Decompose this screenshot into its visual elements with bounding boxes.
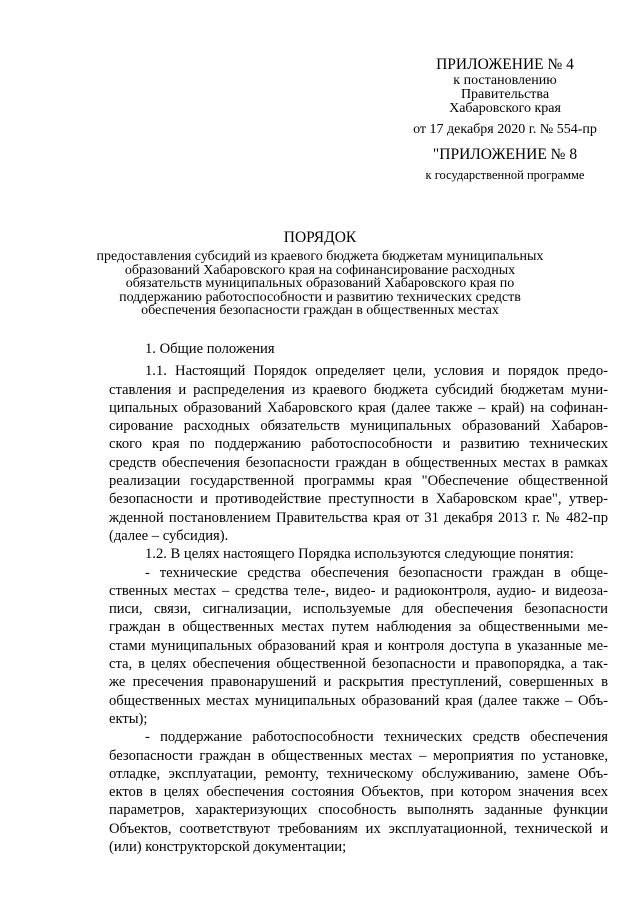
body-line: средств обеспечения безопасности граждан в общественных местах в рамках (109, 454, 608, 471)
body-line: - поддержание работоспособности технических средств обеспечения (145, 729, 608, 746)
subtitle-line: обязательств муниципальных образований Хабаровского края по (125, 276, 515, 292)
body-line: параметров, характеризующих способность выполнять заданные функции (109, 802, 608, 819)
appendix-line-2: Правительства (460, 87, 550, 102)
body-line: ственных местах – средства теле-, видео- и радиоконтроля, аудио- и видеоза- (109, 582, 608, 599)
appendix-date: от 17 декабря 2020 г. № 554-пр (413, 122, 597, 137)
body-line: писи, связи, сигнализации, используемые для обеспечения безопасности (109, 601, 608, 618)
body-line: ставления и распределения из краевого бюджета субсидий бюджетам муни- (109, 381, 608, 398)
body-line: стами муниципальных образований края и контроля доступа в указанные ме- (109, 637, 608, 654)
body-line: ципальных образований Хабаровского края (далее также – край) на софинан- (109, 399, 608, 416)
appendix-line-1: к постановлению (453, 73, 557, 88)
body-line: же пресечения правонарушений и раскрытия преступлений, совершенных в (109, 674, 608, 691)
appendix-program: к государственной программе (425, 168, 585, 182)
body-line: (или) конструкторской документации; (109, 839, 347, 856)
body-line: ста, в целях обеспечения общественной безопасности и правопорядка, а так- (109, 656, 608, 673)
subtitle-line: обеспечения безопасности граждан в общественных местах (141, 303, 499, 319)
body-line: реализации государственной программы края "Обеспечение общественной (109, 473, 608, 490)
body-line: жденной постановлением Правительства края от 31 декабря 2013 г. № 482-пр (109, 509, 608, 526)
body-line: безопасности и противодействие преступности в Хабаровском крае", утвер- (109, 491, 608, 508)
appendix-title-2: "ПРИЛОЖЕНИЕ № 8 (432, 146, 578, 163)
body-line: (далее – субсидия). (109, 527, 229, 544)
document-body (109, 340, 608, 856)
body-line: Объектов, соответствуют требованиям их эксплуатационной, технической и (109, 820, 608, 837)
body-line: отладке, эксплуатации, ремонту, техническому обслуживанию, замене Объ- (109, 765, 608, 782)
appendix-block (380, 56, 630, 182)
appendix-line-3: Хабаровского края (449, 101, 561, 116)
body-line: сирование расходных обязательств муниципальных образований Хабаров- (109, 418, 608, 435)
body-line: ского края по поддержанию работоспособности и развитию технических (109, 436, 608, 453)
body-line: общественных местах муниципальных образований края (далее также – Объ- (109, 692, 608, 709)
body-line: - технические средства обеспечения безопасности граждан в обще- (145, 564, 608, 581)
subtitle-line: предоставления субсидий из краевого бюджета бюджетам муниципальных (96, 249, 544, 264)
subtitle-line: поддержанию работоспособности и развитию технических средств (119, 289, 521, 305)
body-line: граждан в общественных местах путем наблюдения за общественными ме- (109, 619, 608, 636)
document-subtitle (95, 250, 545, 318)
body-line: ектов в целях обеспечения состояния Объектов, при котором значения всех (109, 784, 608, 801)
subtitle-line: образований Хабаровского края на софинансирование расходных (124, 262, 516, 278)
document-title: ПОРЯДОК (283, 229, 357, 246)
section-heading: 1. Общие положения (145, 341, 275, 357)
body-line: 1.1. Настоящий Порядок определяет цели, условия и порядок предо- (145, 363, 608, 380)
body-line: 1.2. В целях настоящего Порядка используются следующие понятия: (145, 546, 574, 563)
body-line: безопасности граждан в общественных местах – мероприятия по установке, (109, 747, 608, 764)
appendix-title: ПРИЛОЖЕНИЕ № 4 (436, 56, 574, 73)
body-line: екты); (109, 710, 148, 727)
